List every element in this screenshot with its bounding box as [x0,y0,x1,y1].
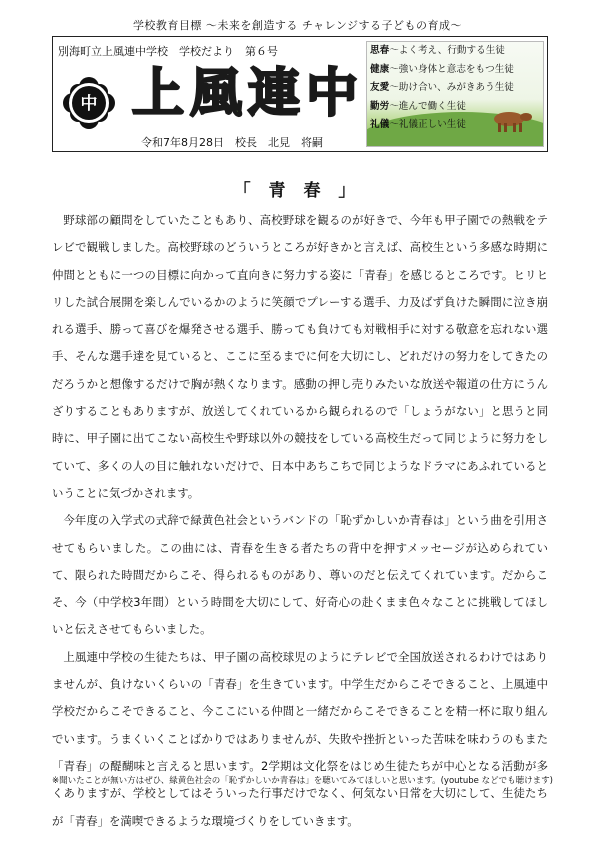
goal-item: 思春～よく考え、行動する生徒 [370,45,505,56]
emblem-char: 中 [80,94,98,114]
school-emblem-icon [62,76,116,130]
school-goals-box [366,41,544,147]
goal-item: 勤労～進んで働く生徒 [370,100,466,112]
article-paragraph: 上風連中学校の生徒たちは、甲子園の高校球児のようにテレビで全国放送されるわけではありませんが、負けないくらいの「青春」を生きています。中学生だからこそできること、上風連中学校だからこそできること、今ここにいる仲間と一緒だからこそできることを精一杯に取り組んでいます。うまくいくことばかりではありませんが、失敗や挫折といった苦味を味わうのもまた「青春」の醍醐味と言えると思います。2学期は文化祭をはじめ生徒たちが中心となる活動が多くありますが、学校としてはそういった行事だけでなく、何気ない日常を大切にして、生徒たちが「青春」を満喫できるような環境づくりをしていきます。 [52,649,548,828]
goal-item: 友愛～助け合い、みがきあう生徒 [370,82,514,93]
article-title: 「 青 春 」 [233,181,362,201]
goal-item: 礼儀～礼儀正しい生徒 [370,119,466,130]
goal-item: 健康～強い身体と意志をもつ生徒 [370,63,514,75]
issue-dateline: 令和7年8月28日 校長 北見 将嗣 [141,136,323,149]
article-paragraph: 今年度の入学式の式辞で緑黄色社会というバンドの「恥ずかしいか青春は」という曲を引用させてもらいました。この曲には、青春を生きる者たちの背中を押すメッセージが込められていて、限られた時間だからこそ、得られるものがあり、尊いのだと伝えてくれています。だからこそ、今（中学校3年間）という時間を大切にして、好奇心の赴くまま色々なことに挑戦してほしいと伝えさせてもらいました。 [52,513,548,637]
article-paragraph: 野球部の顧問をしていたこともあり、高校野球を観るのが好きで、今年も甲子園での熱戦をテレビで観戦しました。高校野球のどういうところが好きかと言えば、高校生という多感な時期に仲間とともに一つの目標に向かって直向きに努力する姿に「青春」を感じるところです。ヒリヒリした試合展開を楽しんでいるかのように笑顔でプレーする選手、力及ばず負けた瞬間に泣き崩れる選手、勝って喜びを爆発させる選手、勝っても負けても対戦相手に対する敬意を忘れない選手、そんな選手達を見ていると、ここに至るまでに何を大切にし、どれだけの努力をしてきたのだろうかと想像するだけで胸が熱くなります。感動の押し売りみたいな放送や報道の仕方にうんざりすることもありますが、放送してくれているから観られるので「しょうがない」と思うと同時に、甲子園に出てこない高校生や野球以外の競技をしている高校生だって同じように努力をしていて、多くの人の目に触れないだけで、日本中あちこちで同じようなドラマにあふれているということに気づかされます。 [52,213,548,500]
publication-info: 別海町立上風連中学校 学校だより 第６号 [58,45,278,58]
school-motto: 学校教育目標 ～未来を創造する チャレンジする子どもの育成～ [132,19,463,32]
newsletter-masthead: 上風連中 [132,64,365,124]
footnote: ※聞いたことが無い方はぜひ、緑黄色社会の「恥ずかしいか青春は」を聴いてみてほしいと思います。(youtube などでも聴けます) [52,776,553,786]
article-body [52,207,548,835]
